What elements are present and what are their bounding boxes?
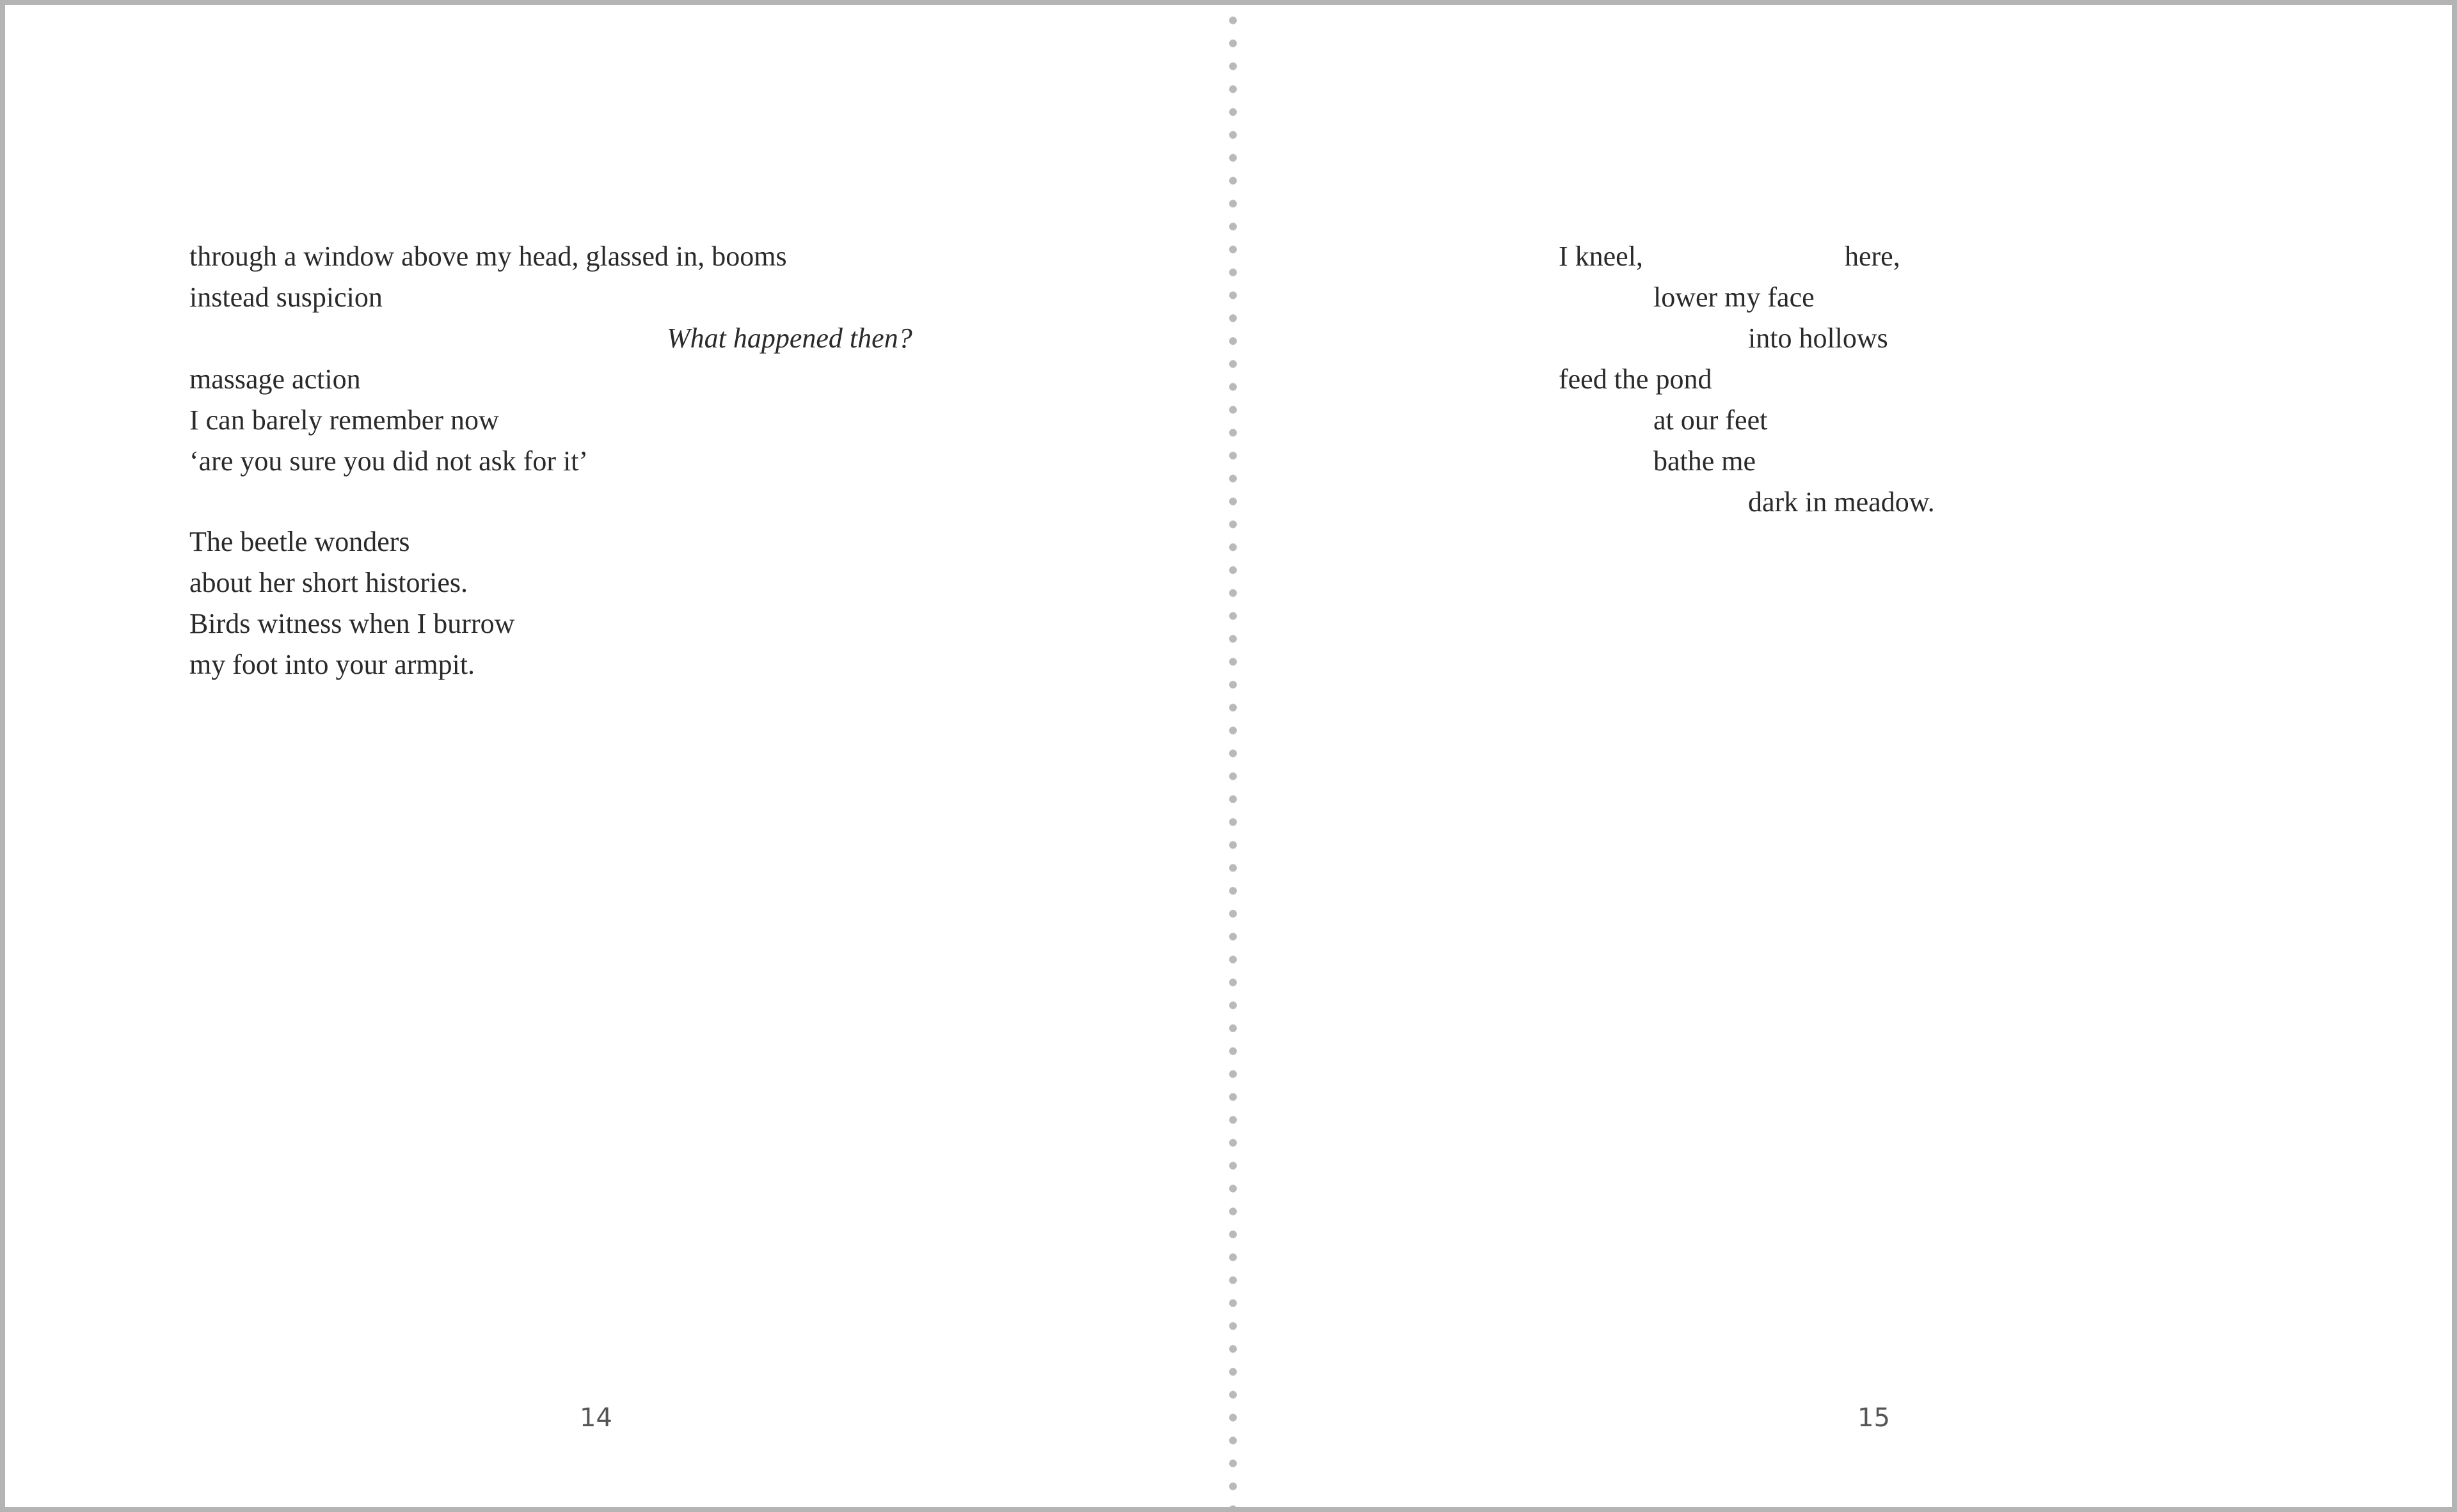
poem-line: at our feet — [1653, 404, 1768, 436]
poem-line: here, — [1845, 241, 1900, 272]
poem-line: I can barely remember now — [189, 404, 499, 436]
poem-line: bathe me — [1653, 445, 1756, 477]
poem-line: lower my face — [1653, 282, 1815, 313]
poem-line: feed the pond — [1559, 363, 1712, 395]
poem-line: I kneel, — [1559, 241, 1643, 272]
poem-line: into hollows — [1748, 322, 1888, 354]
poem-line: ‘are you sure you did not ask for it’ — [189, 445, 589, 477]
poem-line: through a window above my head, glassed in, booms — [189, 241, 787, 272]
italic-question: What happened then? — [667, 322, 912, 354]
poem-line: Birds witness when I burrow — [189, 608, 515, 639]
poem-line: about her short histories. — [189, 567, 468, 598]
poem-line: The beetle wonders — [189, 526, 410, 557]
poem-line: massage action — [189, 363, 361, 395]
page-number-right: 15 — [1857, 1403, 1890, 1433]
poem-line: dark in meadow. — [1748, 486, 1935, 518]
poem-line: my foot into your armpit. — [189, 649, 475, 680]
page-number-left: 14 — [580, 1403, 612, 1433]
gutter-divider — [1229, 5, 1237, 1507]
poem-line: instead suspicion — [189, 282, 383, 313]
